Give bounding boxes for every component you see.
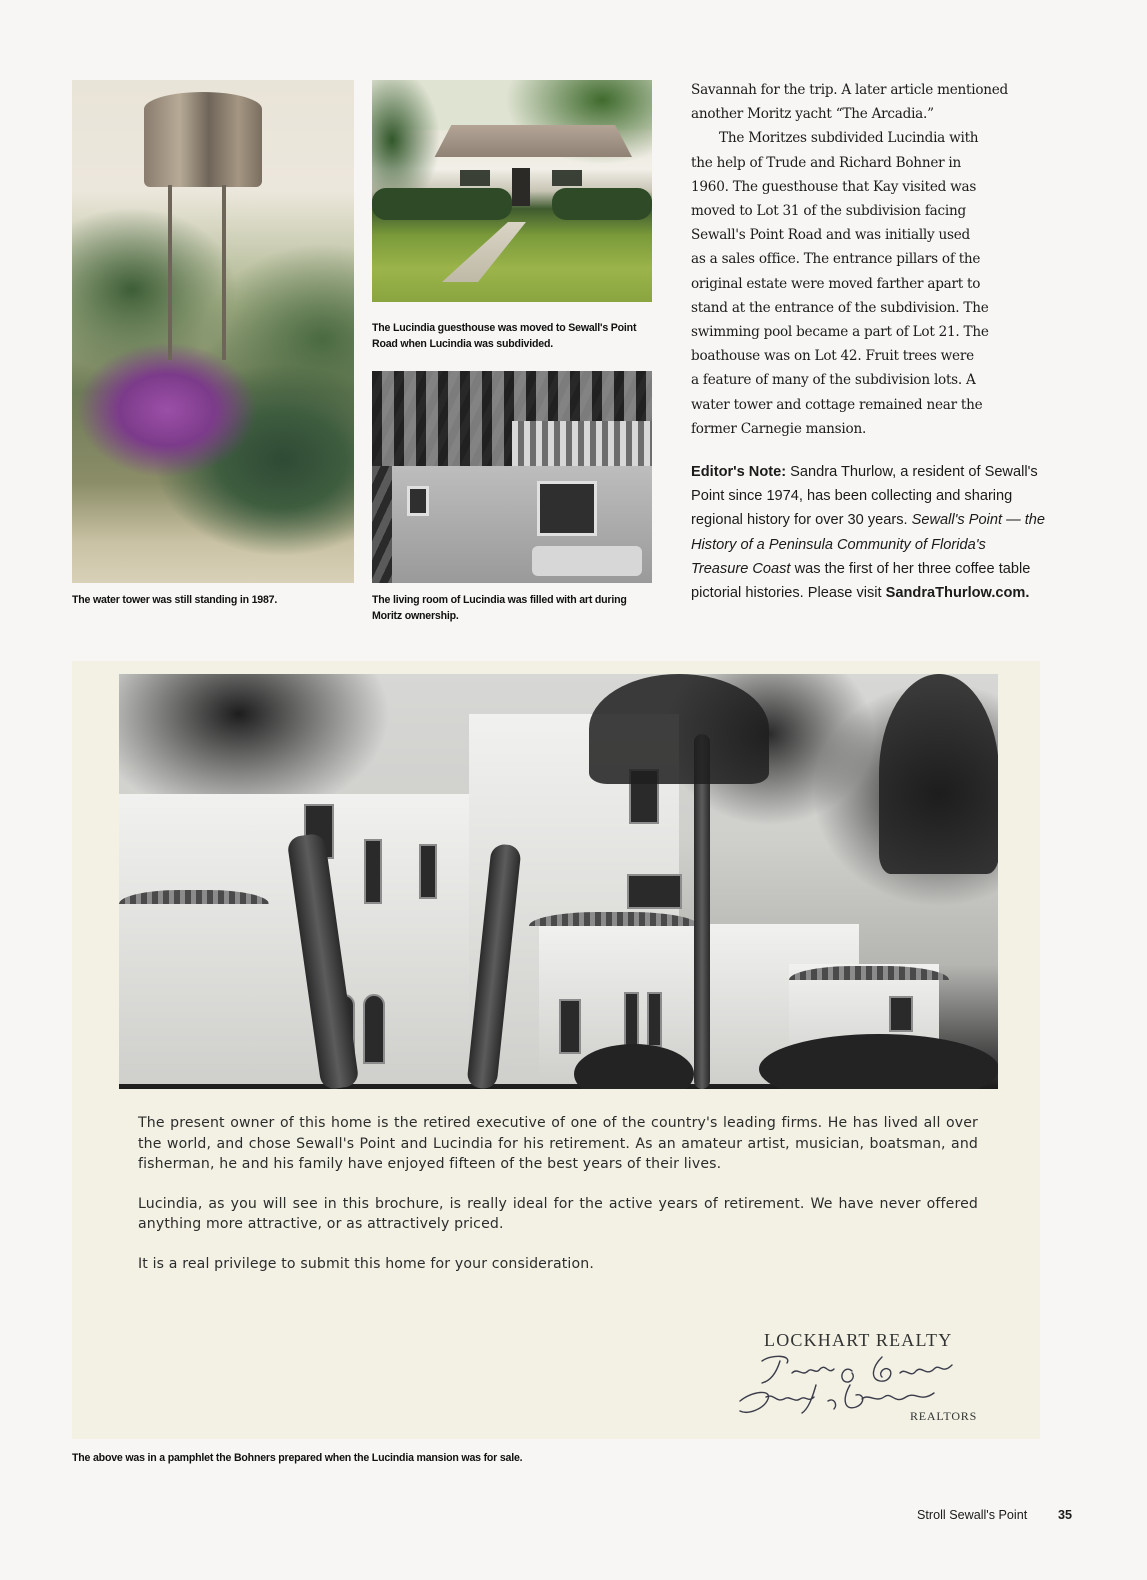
page-number: 35 — [1058, 1508, 1073, 1522]
article-line: boathouse was on Lot 42. Fruit trees were — [691, 348, 974, 365]
article-line: The Moritzes subdivided Lucindia with — [719, 130, 979, 147]
tile-roof — [789, 966, 949, 980]
walkway — [442, 222, 562, 282]
realtors-label: REALTORS — [910, 1409, 978, 1423]
palm-frond — [879, 674, 998, 874]
editor-note-text: Sandra Thurlow, a resident of Sewall's Point since 1974, has been collecting and sharing regional history for over 30 years. — [691, 464, 1038, 529]
mansion-window — [364, 839, 382, 904]
guesthouse-caption: The Lucindia guesthouse was moved to Sewall's Point Road when Lucindia was subdivided. — [372, 322, 637, 350]
guesthouse-window — [460, 170, 490, 186]
article-line: 1960. The guesthouse that Kay visited was — [691, 178, 977, 195]
balcony-railing — [512, 421, 652, 466]
hedge — [552, 188, 652, 220]
footer-title: Stroll Sewall's Point — [917, 1508, 1028, 1522]
sofa — [532, 546, 642, 576]
arched-window — [363, 994, 385, 1064]
article-line: moved to Lot 31 of the subdivision facing — [691, 203, 966, 220]
mansion-window — [647, 992, 662, 1047]
mansion-window — [627, 874, 682, 909]
framed-art — [537, 481, 597, 536]
article-line: another Moritz yacht “The Arcadia.” — [691, 106, 934, 123]
pamphlet-paragraph: It is a real privilege to submit this home for your consideration. — [138, 1255, 594, 1272]
mansion-photo — [119, 674, 998, 1089]
pamphlet-paragraph: Lucindia, as you will see in this brochure, is really ideal for the active years of retirement. We have never offered anything more attractive, or as attractively priced. — [138, 1195, 978, 1232]
article-line: the help of Trude and Richard Bohner in — [691, 154, 962, 171]
living-room-caption: The living room of Lucindia was filled with art during Moritz ownership. — [372, 594, 627, 622]
pamphlet-paragraph: The present owner of this home is the retired executive of one of the country's leading firms. He has lived all over the world, and chose Sewall's Point and Lucindia for his retirement. As an amateur artist, musician, boatsman, and fisherman, he and his family have enjoyed fifteen of the best years of their lives. — [138, 1115, 978, 1172]
mansion-window — [624, 992, 639, 1047]
editor-note-label: Editor's Note: — [691, 464, 787, 480]
editor-note-text: was the first of her three coffee table pictorial histories. Please visit — [691, 560, 1031, 602]
article-line: Sewall's Point Road and was initially used — [691, 227, 970, 244]
article-line: a feature of many of the subdivision lots. A — [691, 372, 976, 389]
pamphlet-caption: The above was in a pamphlet the Bohners prepared when the Lucindia mansion was for sale. — [72, 1452, 523, 1464]
guesthouse-roof — [422, 125, 632, 157]
palm-trunk — [694, 734, 710, 1089]
mansion-window — [559, 999, 581, 1054]
article-line: former Carnegie mansion. — [691, 420, 867, 437]
article-line: Savannah for the trip. A later article mentioned — [691, 82, 1009, 98]
tower-leg — [222, 185, 226, 360]
guesthouse-window — [552, 170, 582, 186]
living-room-photo — [372, 371, 652, 583]
tile-roof — [119, 890, 269, 904]
article-line: stand at the entrance of the subdivision. The — [691, 299, 989, 316]
tile-roof — [529, 912, 699, 926]
article-body — [691, 78, 1047, 441]
tower-leg — [168, 185, 172, 360]
hedge — [372, 188, 512, 220]
article-line: original estate were moved farther apart to — [691, 275, 981, 292]
editor-note — [691, 460, 1046, 605]
guesthouse-door — [512, 168, 530, 206]
realty-name: LOCKHART REALTY — [764, 1330, 953, 1350]
guesthouse-photo — [372, 80, 652, 302]
framed-art — [407, 486, 429, 516]
article-line: swimming pool became a part of Lot 21. The — [691, 324, 989, 341]
book-title: Sewall's Point — the History of a Peninsula Community of Florida's Treasure Coast — [691, 512, 1046, 577]
palm-frond — [589, 674, 769, 784]
pamphlet — [72, 661, 1040, 1439]
mansion-window — [419, 844, 437, 899]
water-tower-caption: The water tower was still standing in 1987. — [72, 594, 278, 606]
mansion-window — [889, 996, 913, 1032]
article-line: as a sales office. The entrance pillars of the — [691, 251, 981, 268]
article-line: water tower and cottage remained near the — [691, 396, 983, 413]
water-tower-tank — [144, 92, 262, 187]
water-tower-photo — [72, 80, 354, 583]
website-link[interactable]: SandraThurlow.com. — [885, 585, 1030, 602]
pamphlet-text — [138, 1113, 978, 1293]
